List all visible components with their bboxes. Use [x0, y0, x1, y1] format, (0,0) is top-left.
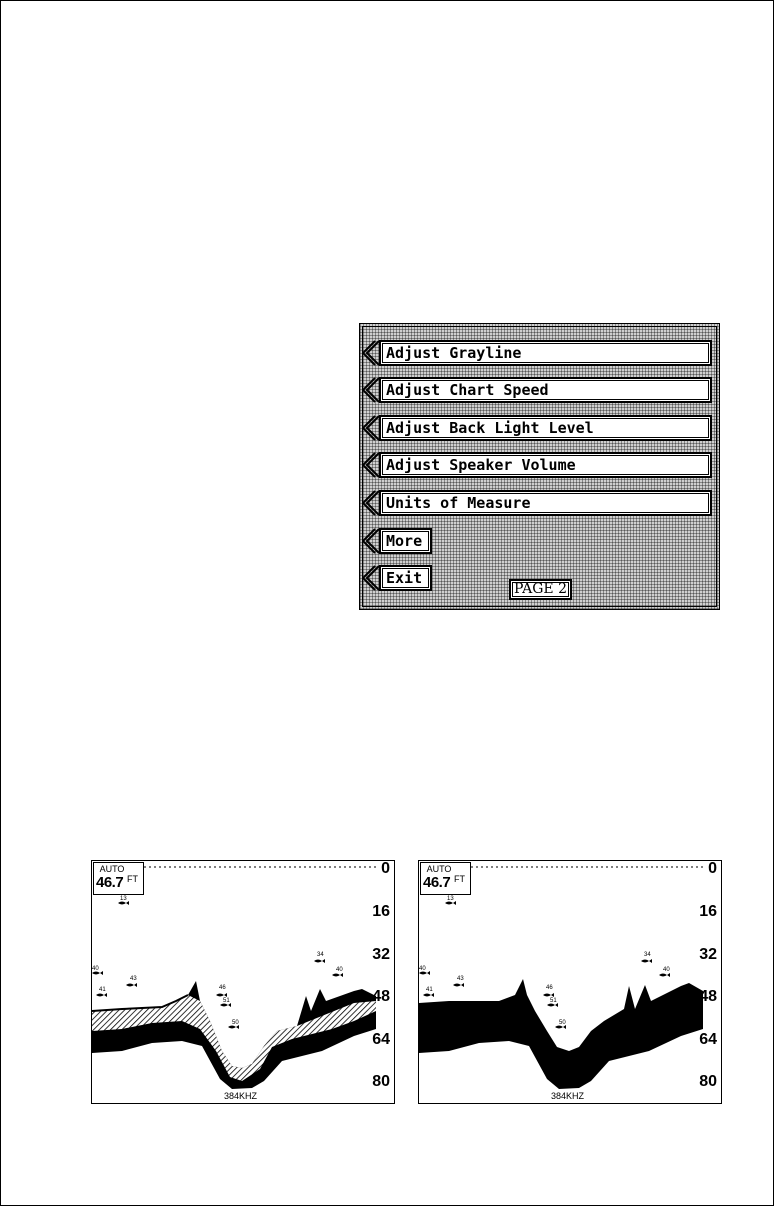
fish-depth-label: 43: [130, 976, 137, 982]
chevron-left-icon: [362, 565, 380, 591]
bottom-echo: [419, 979, 703, 1089]
fish-depth-label: 34: [644, 952, 651, 958]
menu-item-adjust-chart-speed[interactable]: [362, 377, 712, 403]
depth-scale-label: 16: [372, 903, 390, 920]
digital-depth-readout: [93, 862, 144, 895]
digital-depth-readout: [420, 862, 471, 895]
fish-depth-label: 46: [546, 985, 553, 991]
menu-item-label: Units of Measure: [379, 490, 712, 516]
menu-item-units-of-measure[interactable]: [362, 490, 712, 516]
fish-depth-label: 46: [219, 985, 226, 991]
fish-depth-label: 41: [426, 987, 433, 993]
sonar-chart: [419, 861, 721, 1103]
sonar-screen-grayline-on: [91, 860, 395, 1104]
fish-depth-label: 40: [419, 966, 426, 972]
fish-arch-icon: [659, 973, 670, 977]
chevron-left-icon: [362, 528, 380, 554]
fish-depth-label: 51: [223, 998, 230, 1004]
fish-depth-label: 50: [559, 1020, 566, 1026]
menu-item-adjust-grayline[interactable]: [362, 340, 712, 366]
depth-scale-label: 64: [699, 1031, 717, 1048]
menu-item-label: Adjust Back Light Level: [379, 415, 712, 441]
menu-item-label: Adjust Speaker Volume: [379, 452, 712, 478]
more-button[interactable]: [362, 528, 432, 554]
menu-item-adjust-speaker-volume[interactable]: [362, 452, 712, 478]
fish-depth-label: 40: [663, 967, 670, 973]
fish-depth-label: 50: [232, 1020, 239, 1026]
fish-arch-icon: [543, 993, 554, 997]
depth-scale-label: 48: [372, 988, 390, 1005]
frequency-label: 384KHZ: [551, 1091, 585, 1101]
fish-depth-label: 43: [457, 976, 464, 982]
depth-unit: FT: [127, 874, 138, 884]
depth-unit: FT: [454, 874, 465, 884]
chevron-left-icon: [362, 415, 380, 441]
frequency-label: 384KHZ: [224, 1091, 258, 1101]
menu-item-label: Adjust Grayline: [379, 340, 712, 366]
fish-depth-label: 13: [120, 896, 127, 902]
chevron-left-icon: [362, 490, 380, 516]
chevron-left-icon: [362, 340, 380, 366]
depth-mode: AUTO: [426, 864, 452, 874]
exit-button[interactable]: [362, 565, 432, 591]
depth-scale-label: 32: [699, 946, 717, 963]
depth-scale-label: 80: [372, 1073, 390, 1090]
depth-scale-label: 48: [699, 988, 717, 1005]
fish-arch-icon: [126, 983, 137, 987]
depth-scale-label: 0: [381, 860, 390, 877]
depth-value: 46.7: [423, 874, 451, 891]
sonar-screen-grayline-off: [418, 860, 722, 1104]
depth-mode: AUTO: [99, 864, 125, 874]
fish-arch-icon: [641, 959, 652, 963]
depth-value: 46.7: [96, 874, 124, 891]
fish-depth-label: 34: [317, 952, 324, 958]
fish-depth-label: 13: [447, 896, 454, 902]
depth-scale-label: 32: [372, 946, 390, 963]
fish-arch-icon: [453, 983, 464, 987]
depth-scale-label: 64: [372, 1031, 390, 1048]
fish-arch-icon: [314, 959, 325, 963]
depth-scale-label: 0: [708, 860, 717, 877]
fish-arch-icon: [96, 993, 107, 997]
fish-depth-label: 40: [336, 967, 343, 973]
more-label: More: [379, 528, 432, 554]
chevron-left-icon: [362, 452, 380, 478]
fish-depth-label: 51: [550, 998, 557, 1004]
depth-scale-label: 16: [699, 903, 717, 920]
fish-arch-icon: [216, 993, 227, 997]
page-indicator: PAGE 2: [509, 579, 572, 600]
fish-depth-label: 41: [99, 987, 106, 993]
sonar-chart: [92, 861, 394, 1103]
exit-label: Exit: [379, 565, 432, 591]
menu-panel: [359, 323, 720, 610]
menu-item-label: Adjust Chart Speed: [379, 377, 712, 403]
fish-depth-label: 40: [92, 966, 99, 972]
fish-arch-icon: [423, 993, 434, 997]
menu-item-adjust-back-light-level[interactable]: [362, 415, 712, 441]
fish-arch-icon: [332, 973, 343, 977]
depth-scale-label: 80: [699, 1073, 717, 1090]
chevron-left-icon: [362, 377, 380, 403]
